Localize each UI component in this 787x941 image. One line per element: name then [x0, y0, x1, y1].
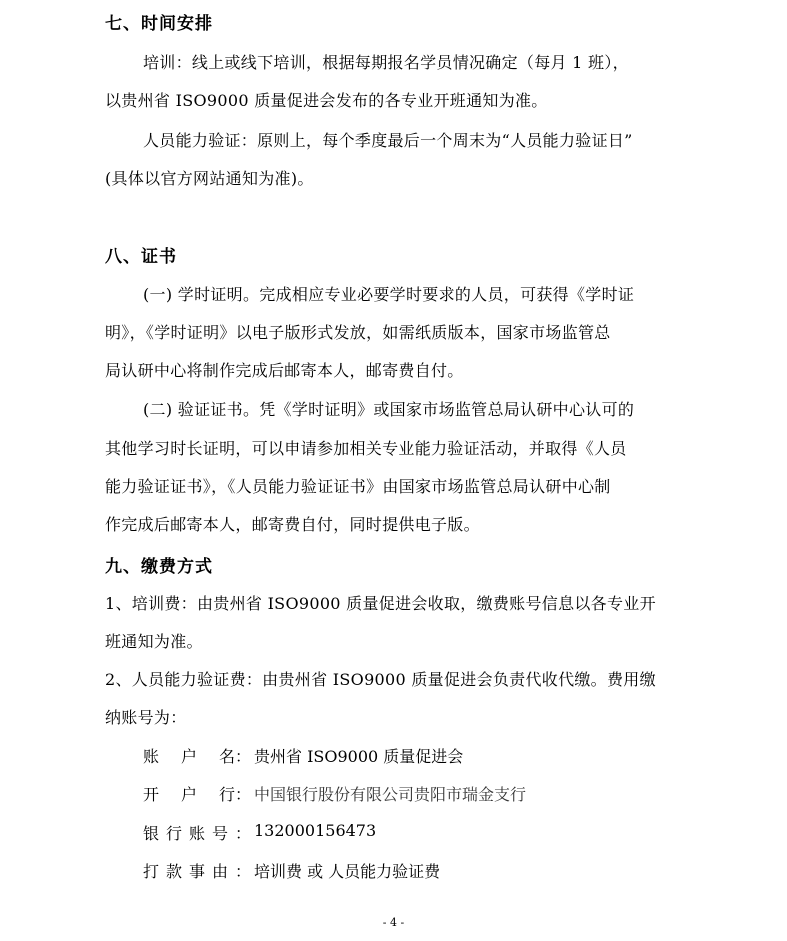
sec8-item2-line-1: (二) 验证证书。凭《学时证明》或国家市场监管总局认研中心认可的 [143, 400, 635, 419]
bank-value: 中国银行股份有限公司贵阳市瑞金支行 [254, 785, 527, 804]
sec8-item1-line-1: (一) 学时证明。完成相应专业必要学时要求的人员，可获得《学时证 [143, 285, 635, 304]
payment-reason-label: 打 款 事 由 ： [143, 862, 251, 881]
sec9-item1-line-2: 班通知为准。 [105, 632, 203, 651]
sec9-item2-line-2: 纳账号为： [105, 708, 187, 727]
sec9-item2-line-1: 2、人员能力验证费：由贵州省 ISO9000 质量促进会负责代收代缴。费用缴 [105, 670, 656, 689]
account-number-value: 132000156473 [254, 821, 377, 840]
sec7-training-line-1: 培训：线上或线下培训，根据每期报名学员情况确定（每月 1 班）， [143, 53, 629, 72]
account-number-label: 银 行 账 号 ： [143, 824, 251, 843]
section-9-heading: 九、缴费方式 [105, 557, 213, 577]
section-7-heading: 七、时间安排 [105, 14, 213, 34]
account-name-value: 贵州省 ISO9000 质量促进会 [254, 747, 464, 766]
sec9-item1-line-1: 1、培训费：由贵州省 ISO9000 质量促进会收取，缴费账号信息以各专业开 [105, 594, 656, 613]
bank-label: 开 户 行： [143, 785, 251, 804]
sec8-item2-line-2: 其他学习时长证明，可以申请参加相关专业能力验证活动，并取得《人员 [105, 439, 627, 458]
sec7-training-line-2: 以贵州省 ISO9000 质量促进会发布的各专业开班通知为准。 [105, 91, 548, 110]
account-name-label: 账 户 名： [143, 747, 251, 766]
section-8-heading: 八、证书 [105, 247, 177, 267]
page-number: - 4 - [382, 916, 405, 929]
sec8-item1-line-3: 局认研中心将制作完成后邮寄本人，邮寄费自付。 [105, 361, 464, 380]
sec8-item2-line-4: 作完成后邮寄本人，邮寄费自付，同时提供电子版。 [105, 515, 480, 534]
sec7-verification-line-2: (具体以官方网站通知为准)。 [105, 169, 314, 188]
sec8-item2-line-3: 能力验证证书》，《人员能力验证证书》由国家市场监管总局认研中心制 [105, 477, 611, 496]
sec7-verification-line-1: 人员能力验证：原则上，每个季度最后一个周末为“人员能力验证日” [143, 131, 633, 150]
payment-reason-value: 培训费 或 人员能力验证费 [254, 862, 441, 881]
sec8-item1-line-2: 明》，《学时证明》以电子版形式发放，如需纸质版本，国家市场监管总 [105, 323, 611, 342]
